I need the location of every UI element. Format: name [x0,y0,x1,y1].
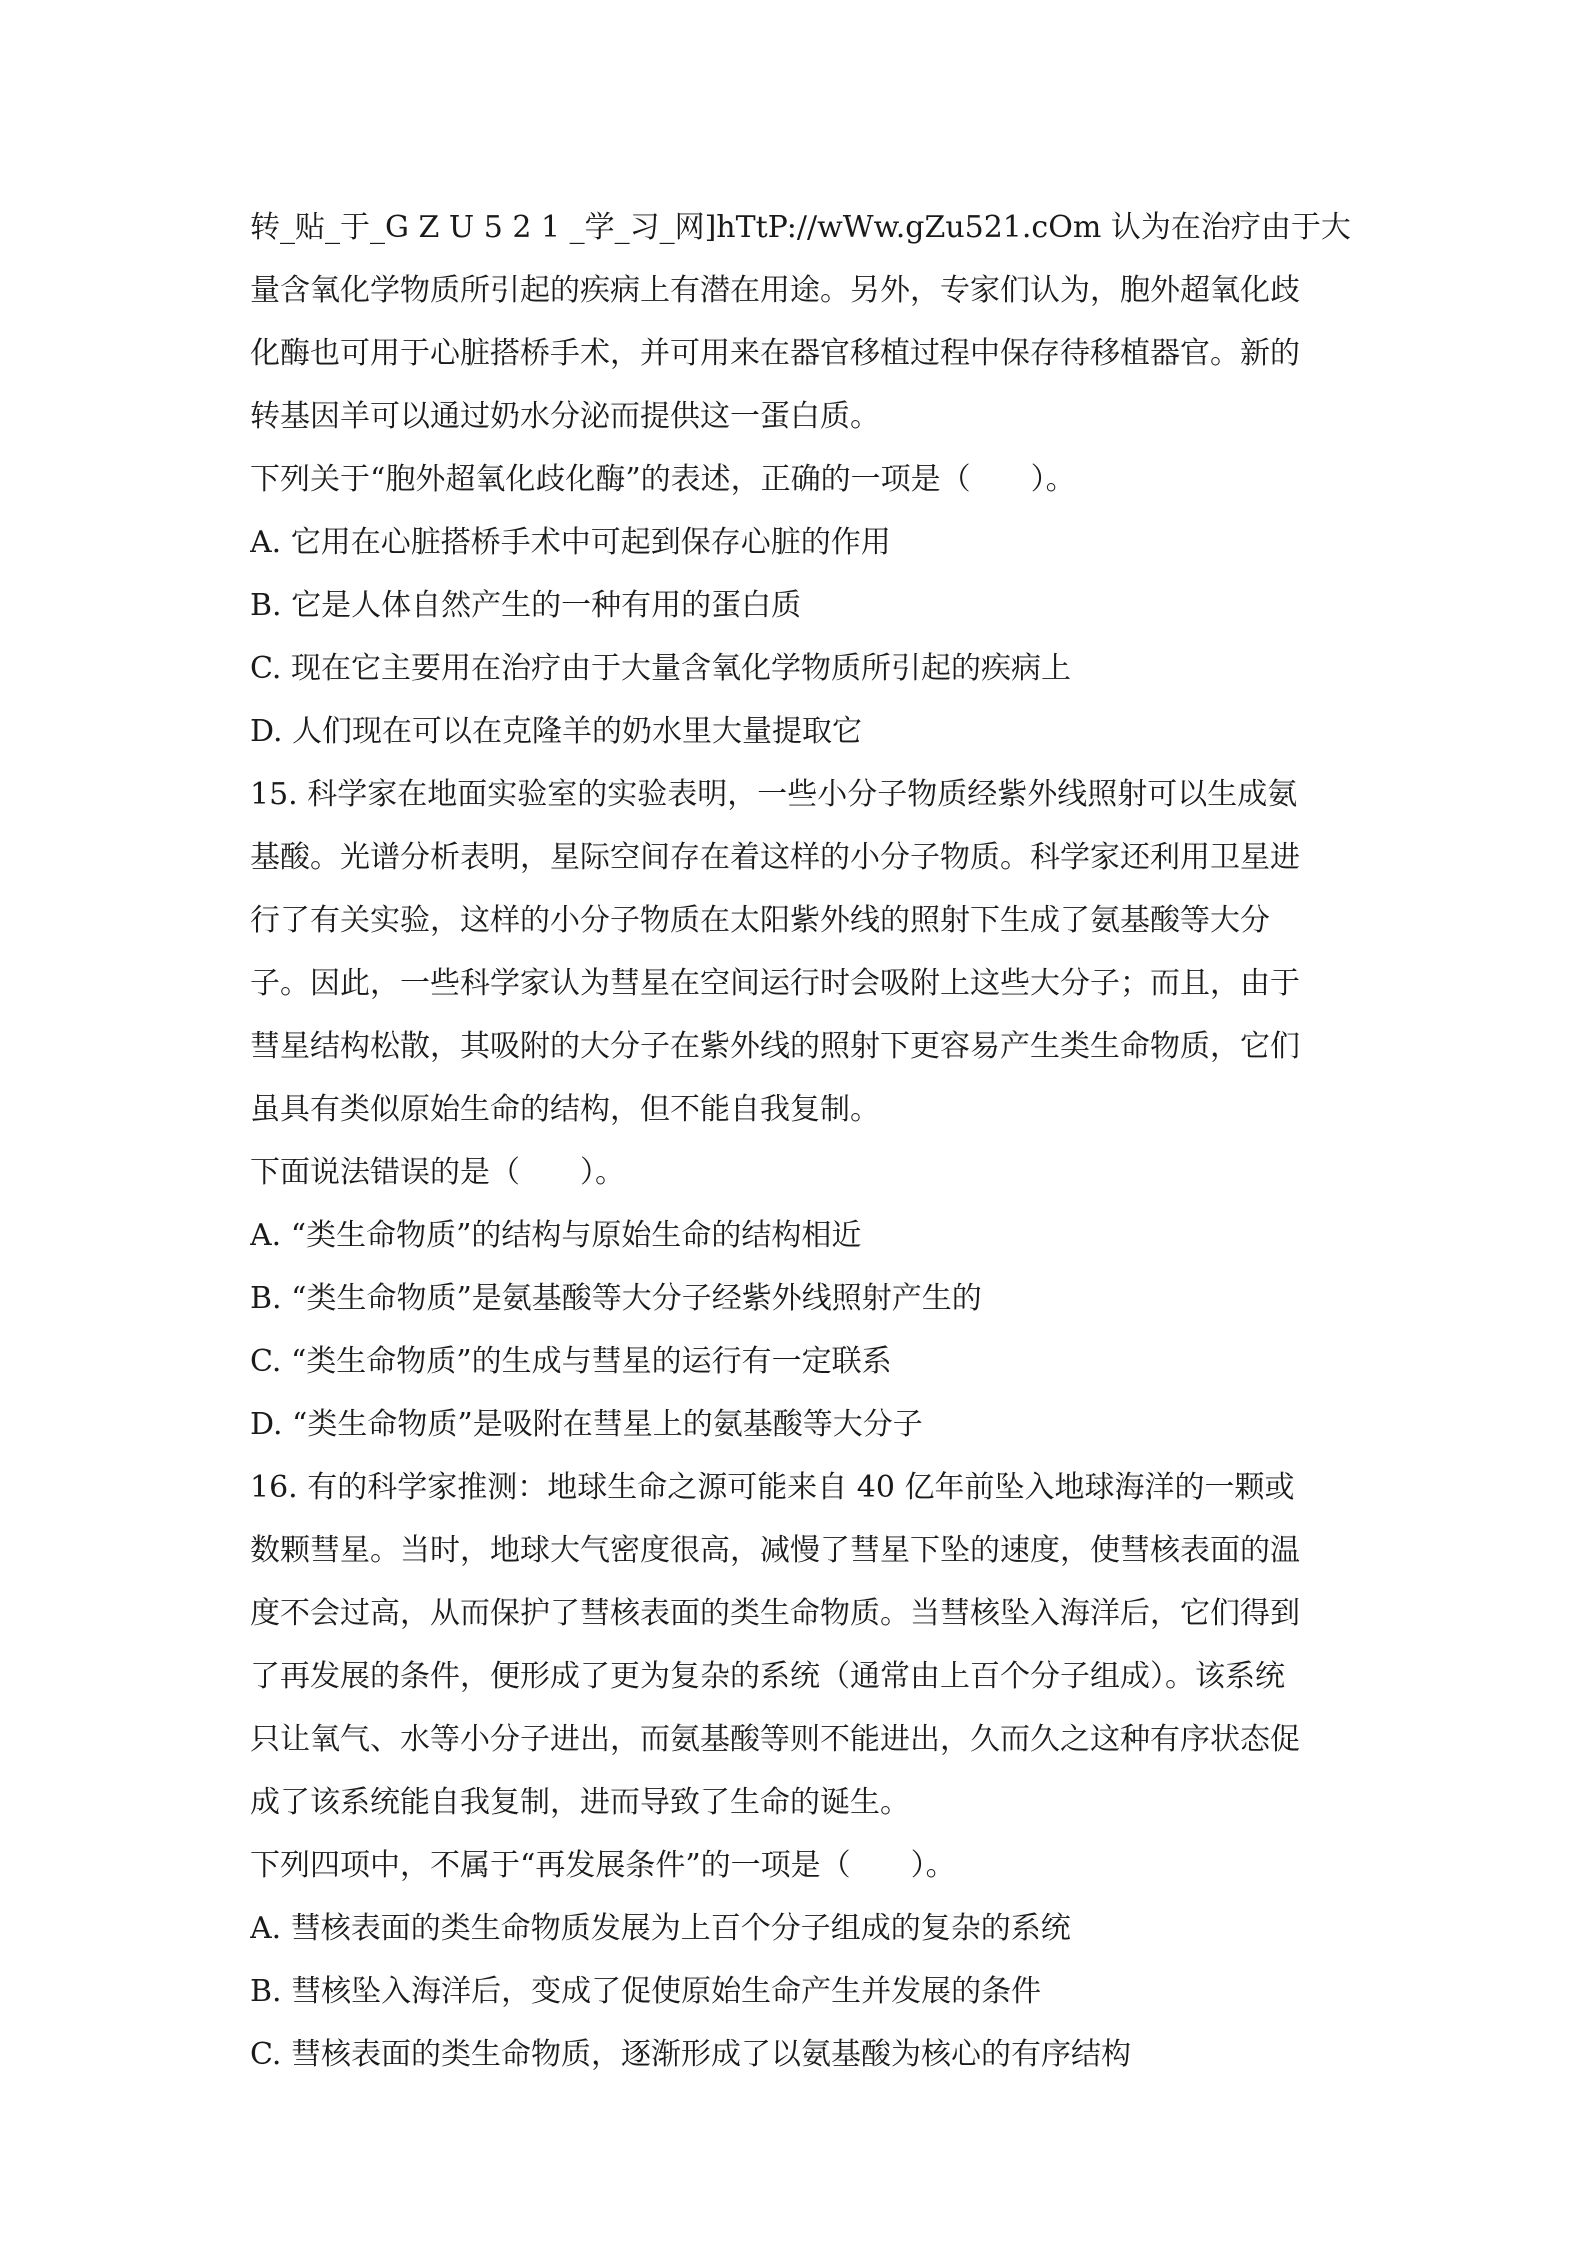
option-b: B. 它是人体自然产生的一种有用的蛋白质 [250,588,802,623]
question-15-passage-line: 行了有关实验，这样的小分子物质在太阳紫外线的照射下生成了氨基酸等大分 [250,903,1270,938]
option-c: C. 现在它主要用在治疗由于大量含氧化学物质所引起的疾病上 [250,651,1071,686]
question-16-passage-line: 成了该系统能自我复制，进而导致了生命的诞生。 [250,1785,910,1820]
question-16-option-c: C. 彗核表面的类生命物质，逐渐形成了以氨基酸为核心的有序结构 [250,2037,1131,2072]
question-15-option-b: B. “类生命物质”是氨基酸等大分子经紫外线照射产生的 [250,1281,982,1316]
question-15-passage-line: 虽具有类似原始生命的结构，但不能自我复制。 [250,1092,880,1127]
question-15-option-d: D. “类生命物质”是吸附在彗星上的氨基酸等大分子 [250,1407,923,1442]
question-16-option-a: A. 彗核表面的类生命物质发展为上百个分子组成的复杂的系统 [250,1911,1071,1946]
question-16-passage-line: 只让氧气、水等小分子进出，而氨基酸等则不能进出，久而久之这种有序状态促 [250,1722,1300,1757]
question-stem: 下列关于“胞外超氧化歧化酶”的表述，正确的一项是（ ）。 [250,462,1076,497]
question-15-option-a: A. “类生命物质”的结构与原始生命的结构相近 [250,1218,862,1253]
passage-line: 转基因羊可以通过奶水分泌而提供这一蛋白质。 [250,399,880,434]
question-15-passage-line: 子。因此，一些科学家认为彗星在空间运行时会吸附上这些大分子；而且，由于 [250,966,1300,1001]
question-16-passage-line: 度不会过高，从而保护了彗核表面的类生命物质。当彗核坠入海洋后，它们得到 [250,1596,1300,1631]
question-15-option-c: C. “类生命物质”的生成与彗星的运行有一定联系 [250,1344,892,1379]
question-15-passage-line: 基酸。光谱分析表明，星际空间存在着这样的小分子物质。科学家还利用卫星进 [250,840,1300,875]
option-a: A. 它用在心脏搭桥手术中可起到保存心脏的作用 [250,525,891,560]
question-16-option-b: B. 彗核坠入海洋后，变成了促使原始生命产生并发展的条件 [250,1974,1042,2009]
question-15-stem: 下面说法错误的是（ ）。 [250,1155,625,1190]
document-page [250,196,1360,2086]
passage-line: 化酶也可用于心脏搭桥手术，并可用来在器官移植过程中保存待移植器官。新的 [250,336,1300,371]
question-15-passage-line: 15. 科学家在地面实验室的实验表明，一些小分子物质经紫外线照射可以生成氨 [250,777,1298,812]
question-15-passage-line: 彗星结构松散，其吸附的大分子在紫外线的照射下更容易产生类生命物质，它们 [250,1029,1300,1064]
question-16-stem: 下列四项中，不属于“再发展条件”的一项是（ ）。 [250,1848,956,1883]
question-16-passage-line: 16. 有的科学家推测：地球生命之源可能来自 40 亿年前坠入地球海洋的一颗或 [250,1470,1295,1505]
option-d: D. 人们现在可以在克隆羊的奶水里大量提取它 [250,714,863,749]
passage-line: 转_贴_于_G Z U 5 2 1 _学_习_网]hTtP://wWw.gZu521.cOm 认为在治疗由于大 [250,210,1351,245]
question-16-passage-line: 数颗彗星。当时，地球大气密度很高，减慢了彗星下坠的速度，使彗核表面的温 [250,1533,1300,1568]
passage-line: 量含氧化学物质所引起的疾病上有潜在用途。另外，专家们认为，胞外超氧化歧 [250,273,1300,308]
question-16-passage-line: 了再发展的条件，便形成了更为复杂的系统（通常由上百个分子组成）。该系统 [250,1659,1285,1694]
